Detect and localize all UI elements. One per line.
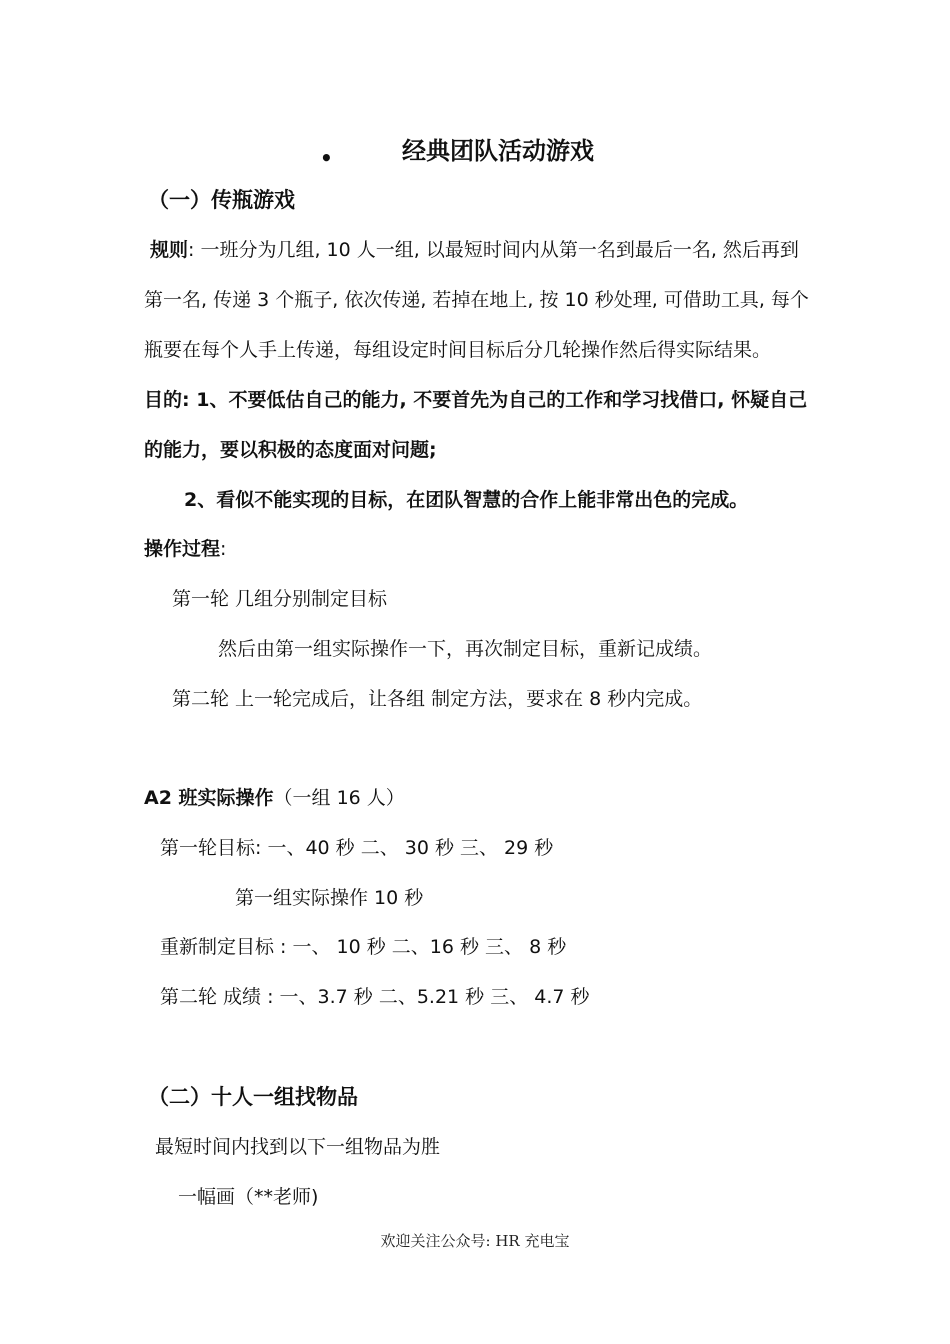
a2-actual1-line: 第一组实际操作 10 秒: [235, 887, 424, 909]
a2-goal1-line: 第一轮目标: 一、40 秒 二、 30 秒 三、 29 秒: [160, 837, 554, 859]
process-label: 操作过程: [144, 538, 221, 560]
rules-label: 规则: [150, 239, 189, 261]
rules-text-1: : 一班分为几组, 10 人一组, 以最短时间内从第一名到最后一名, 然后再到: [188, 239, 799, 261]
round2-line: 第二轮 上一轮完成后，让各组 制定方法，要求在 8 秒内完成。: [172, 688, 703, 710]
purpose-text-1: : 1、不要低估自己的能力, 不要首先为自己的工作和学习找借口, 怀疑自己: [182, 389, 808, 411]
purpose-line-3: 2、看似不能实现的目标，在团队智慧的合作上能非常出色的完成。: [184, 489, 749, 511]
purpose-line-2: 的能力，要以积极的态度面对问题;: [144, 439, 437, 461]
title-bullet: •: [320, 146, 333, 170]
rules-line-1: [150, 238, 799, 262]
section-heading-1: （一）传瓶游戏: [148, 188, 295, 212]
section-heading-2: （二）十人一组找物品: [148, 1085, 358, 1109]
round1-line: 第一轮 几组分别制定目标: [172, 588, 388, 610]
rules-line-3: 瓶要在每个人手上传递，每组设定时间目标后分几轮操作然后得实际结果。: [144, 339, 772, 361]
round1-detail-line: 然后由第一组实际操作一下，再次制定目标，重新记成绩。: [218, 638, 713, 660]
process-line: [144, 537, 226, 561]
a2-label: A2 班实际操作: [144, 787, 274, 809]
a2-note: （一组 16 人）: [273, 787, 405, 809]
process-colon: :: [220, 538, 227, 560]
purpose-line-1: [144, 388, 807, 412]
page-footer: 欢迎关注公众号: HR 充电宝: [380, 1232, 570, 1250]
a2-heading-line: [144, 786, 405, 810]
section2-line-1: 最短时间内找到以下一组物品为胜: [155, 1136, 441, 1158]
page-title: 经典团队活动游戏: [402, 137, 594, 165]
purpose-label: 目的: [144, 389, 183, 411]
a2-result2-line: 第二轮 成绩 : 一、3.7 秒 二、5.21 秒 三、 4.7 秒: [160, 986, 590, 1008]
section2-line-2: 一幅画（**老师): [178, 1186, 319, 1208]
a2-reset-line: 重新制定目标 : 一、 10 秒 二、16 秒 三、 8 秒: [160, 936, 567, 958]
rules-line-2: 第一名, 传递 3 个瓶子, 依次传递, 若掉在地上, 按 10 秒处理, 可借助工具, 每个: [144, 289, 809, 311]
